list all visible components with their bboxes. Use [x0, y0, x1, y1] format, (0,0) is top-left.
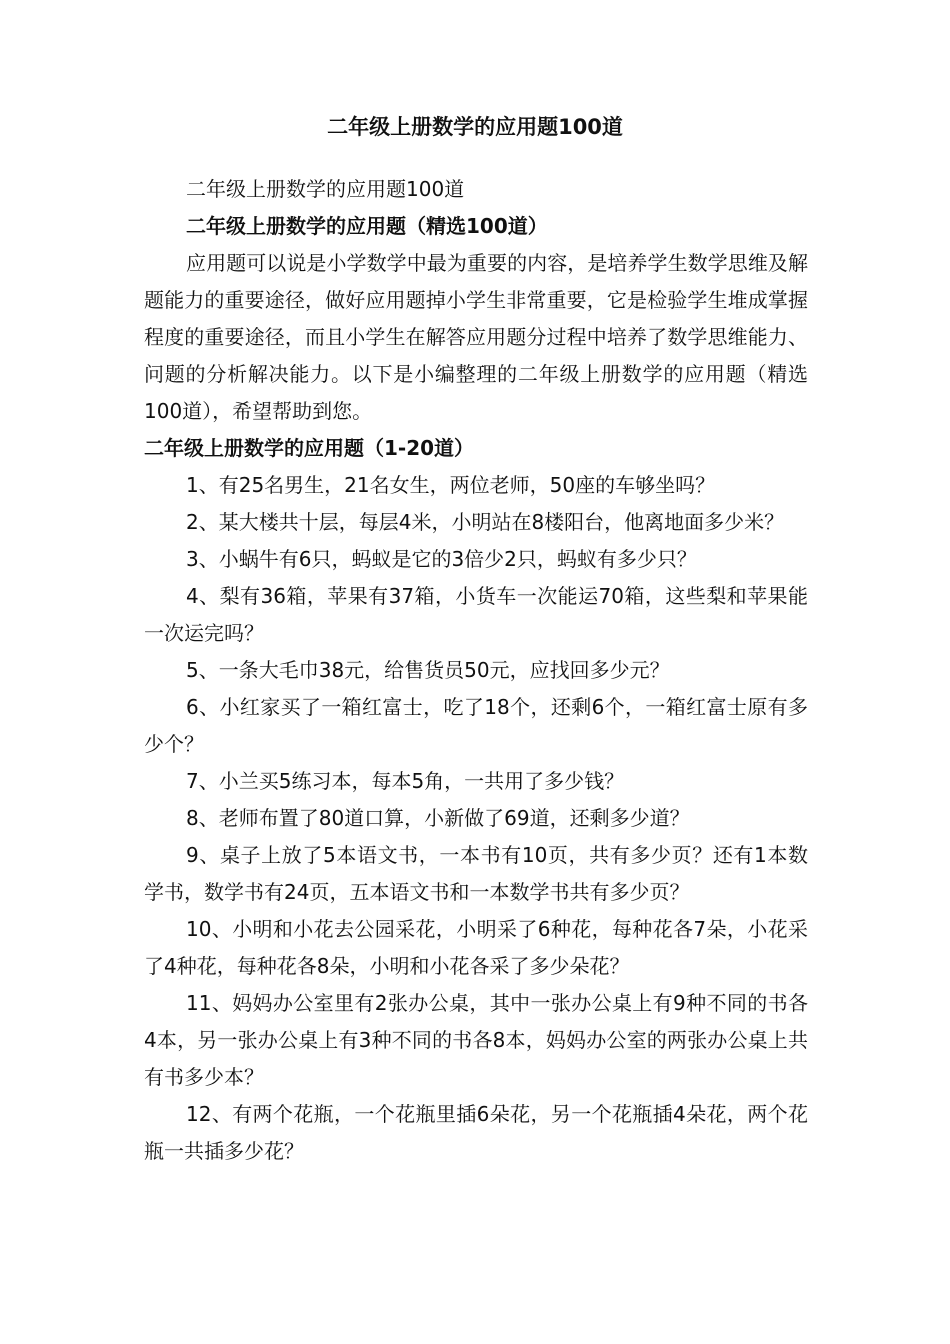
problem-11: 11、妈妈办公室里有2张办公桌，其中一张办公桌上有9种不同的书各4本，另一张办公桌上有3种不同的书各8本，妈妈办公室的两张办公桌上共有书多少本？ [144, 991, 808, 1089]
document-body [144, 171, 808, 1170]
problem-5: 5、一条大毛巾38元，给售货员50元，应找回多少元？ [186, 658, 670, 682]
document-title: 二年级上册数学的应用题100道 [327, 115, 623, 139]
problem-9: 9、桌子上放了5本语文书，一本书有10页，共有多少页？还有1本数学书，数学书有24页，五本语文书和一本数学书共有多少页？ [144, 843, 808, 904]
problem-4: 4、梨有36箱，苹果有37箱，小货车一次能运70箱，这些梨和苹果能一次运完吗？ [144, 584, 808, 645]
problem-8: 8、老师布置了80道口算，小新做了69道，还剩多少道？ [186, 806, 690, 830]
subtitle-bold: 二年级上册数学的应用题（精选100道） [186, 214, 548, 238]
problem-2: 2、某大楼共十层，每层4米，小明站在8楼阳台，他离地面多少米？ [186, 510, 785, 534]
problem-12: 12、有两个花瓶，一个花瓶里插6朵花，另一个花瓶插4朵花，两个花瓶一共插多少花？ [144, 1102, 808, 1163]
intro-paragraph: 应用题可以说是小学数学中最为重要的内容，是培养学生数学思维及解题能力的重要途径，做好应用题掉小学生非常重要，它是检验学生堆成掌握程度的重要途径，而且小学生在解答应用题分过程中培养了数学思维能力、问题的分析解决能力。以下是小编整理的二年级上册数学的应用题（精选100道），希望帮助到您。 [144, 251, 808, 423]
problem-3: 3、小蜗牛有6只，蚂蚁是它的3倍少2只，蚂蚁有多少只？ [186, 547, 697, 571]
problem-10: 10、小明和小花去公园采花，小明采了6种花，每种花各7朵，小花采了4种花，每种花各8朵，小明和小花各采了多少朵花？ [144, 917, 808, 978]
problem-6: 6、小红家买了一箱红富士，吃了18个，还剩6个，一箱红富士原有多少个？ [144, 695, 808, 756]
problem-1: 1、有25名男生，21名女生，两位老师，50座的车够坐吗？ [186, 473, 716, 497]
subtitle-plain: 二年级上册数学的应用题100道 [186, 177, 465, 201]
problem-7: 7、小兰买5练习本，每本5角，一共用了多少钱？ [186, 769, 625, 793]
section-heading: 二年级上册数学的应用题（1-20道） [144, 436, 475, 460]
